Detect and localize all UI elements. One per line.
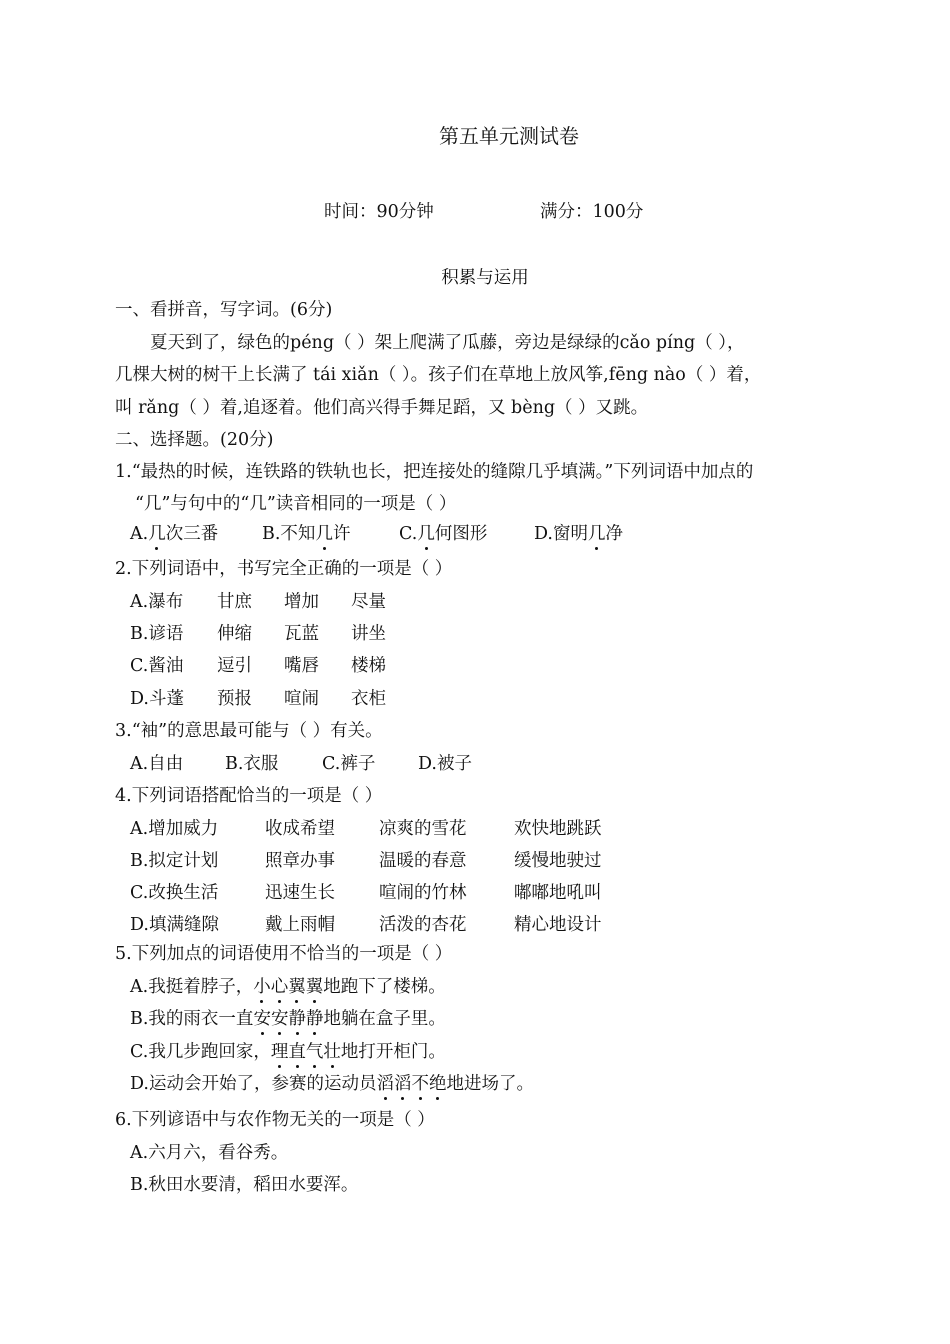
phrase: 凉爽的雪花 [379,819,467,839]
emphasis-dot-char: 心 [270,977,289,997]
emphasis-dot-char: 滔 [376,1074,394,1094]
s1-option-d: D.窗明几净 [534,524,623,544]
emphasis-dot-char: 理 [270,1042,289,1062]
emphasis-dot-char: 静 [305,1009,324,1029]
phrase: 喧闹的竹林 [379,883,467,903]
word: 瓦蓝 [284,624,319,644]
phrase: 照章办事 [265,851,335,871]
emphasis-dot-word [376,1074,446,1094]
word: 逗引 [217,656,252,676]
q1-heading: 一、看拼音，写字词。(6分) [115,300,333,320]
emphasis-dot-char: 翼 [288,977,306,997]
phrase: D.填满缝隙 [130,915,219,935]
word: 嘴唇 [284,656,319,676]
emphasis-dot-char: 直 [288,1042,306,1062]
emphasis-dot-char: 壮 [323,1042,341,1062]
emphasis-dot-char: 几 [315,524,333,544]
option: D.被子 [418,754,472,774]
phrase: A.增加威力 [130,819,219,839]
phrase: B.拟定计划 [130,851,219,871]
s5-option-d: D.运动会开始了，参赛的运动员滔滔不绝地进场了。 [130,1074,534,1094]
word: 衣柜 [351,689,386,709]
word: 尽量 [351,592,386,612]
emphasis-dot-char: 静 [288,1009,306,1029]
emphasis-dot-word [253,977,323,997]
emphasis-dot-word [271,1042,341,1062]
emphasis-dot-word [253,1009,323,1029]
word: 甘庶 [217,592,252,612]
s1-option-a: A.几次三番 [130,524,219,544]
word: 喧闹 [284,689,319,709]
phrase: 精心地设计 [514,915,602,935]
s5-option-b: B.我的雨衣一直安安静静地躺在盒子里。 [130,1009,446,1029]
phrase: 欢快地跳跃 [514,819,602,839]
emphasis-dot-char: 翼 [305,977,324,997]
phrase: 收成希望 [265,819,335,839]
word: A.瀑布 [130,592,184,612]
emphasis-dot-char: 安 [253,1009,271,1029]
phrase: 缓慢地驶过 [514,851,602,871]
word: D.斗蓬 [130,689,184,709]
phrase: C.改换生活 [130,883,219,903]
emphasis-dot-char: 小 [253,977,271,997]
word: 讲坐 [351,624,386,644]
word: 伸缩 [217,624,252,644]
s6-stem: 6.下列谚语中与农作物无关的一项是（ ） [115,1110,435,1130]
word: 预报 [217,689,252,709]
s1-option-c: C.几何图形 [399,524,488,544]
emphasis-dot-char: 不 [411,1074,429,1094]
word: C.酱油 [130,656,184,676]
emphasis-dot-char: 几 [417,524,435,544]
emphasis-dot-char: 几 [587,524,606,544]
s3-stem: 3.“袖”的意思最可能与（ ）有关。 [115,721,383,741]
option: B.衣服 [225,754,279,774]
s1-stem-a: 1.“最热的时候，连铁路的铁轨也长，把连接处的缝隙几乎填满。”下列词语中加点的 [115,462,754,482]
s5-stem: 5.下列加点的词语使用不恰当的一项是（ ） [115,944,453,964]
option: A.自由 [130,754,184,774]
s6-option-b: B.秋田水要清，稻田水要浑。 [130,1175,359,1195]
q2-heading: 二、选择题。(20分) [115,430,274,450]
q1-line-3: 叫 rǎng（ ）着,追逐着。他们高兴得手舞足蹈，又 bèng（ ）又跳。 [115,398,649,418]
emphasis-dot-char: 滔 [393,1074,412,1094]
q1-line-2: 几棵大树的树干上长满了 tái xiǎn（ ）。孩子们在草地上放风筝,fēng nào（ ）着， [115,365,762,385]
phrase: 迅速生长 [265,883,335,903]
s4-stem: 4.下列词语搭配恰当的一项是（ ） [115,786,383,806]
emphasis-dot-char: 气 [305,1042,324,1062]
word: B.谚语 [130,624,184,644]
section-title: 积累与运用 [441,268,529,288]
s5-option-c: C.我几步跑回家，理直气壮地打开柜门。 [130,1042,446,1062]
time-label: 时间：90分钟 [324,202,434,222]
s1-option-b: B.不知几许 [262,524,351,544]
emphasis-dot-char: 几 [148,524,166,544]
emphasis-dot-char: 绝 [428,1074,447,1094]
word: 楼梯 [351,656,386,676]
s6-option-a: A.六月六，看谷秀。 [130,1143,289,1163]
phrase: 戴上雨帽 [265,915,335,935]
phrase: 嘟嘟地吼叫 [514,883,602,903]
s2-stem: 2.下列词语中，书写完全正确的一项是（ ） [115,559,453,579]
q1-line-1: 夏天到了，绿色的péng（ ）架上爬满了瓜藤，旁边是绿绿的cǎo píng（ ）， [150,333,745,353]
phrase: 活泼的杏花 [379,915,467,935]
word: 增加 [284,592,319,612]
s5-option-a: A.我挺着脖子，小心翼翼地跑下了楼梯。 [130,977,446,997]
option: C.裤子 [322,754,376,774]
score-label: 满分：100分 [540,202,644,222]
s1-stem-b: “几”与句中的“几”读音相同的一项是（ ） [135,494,457,514]
page-title: 第五单元测试卷 [439,124,579,148]
emphasis-dot-char: 安 [270,1009,289,1029]
phrase: 温暖的春意 [379,851,467,871]
